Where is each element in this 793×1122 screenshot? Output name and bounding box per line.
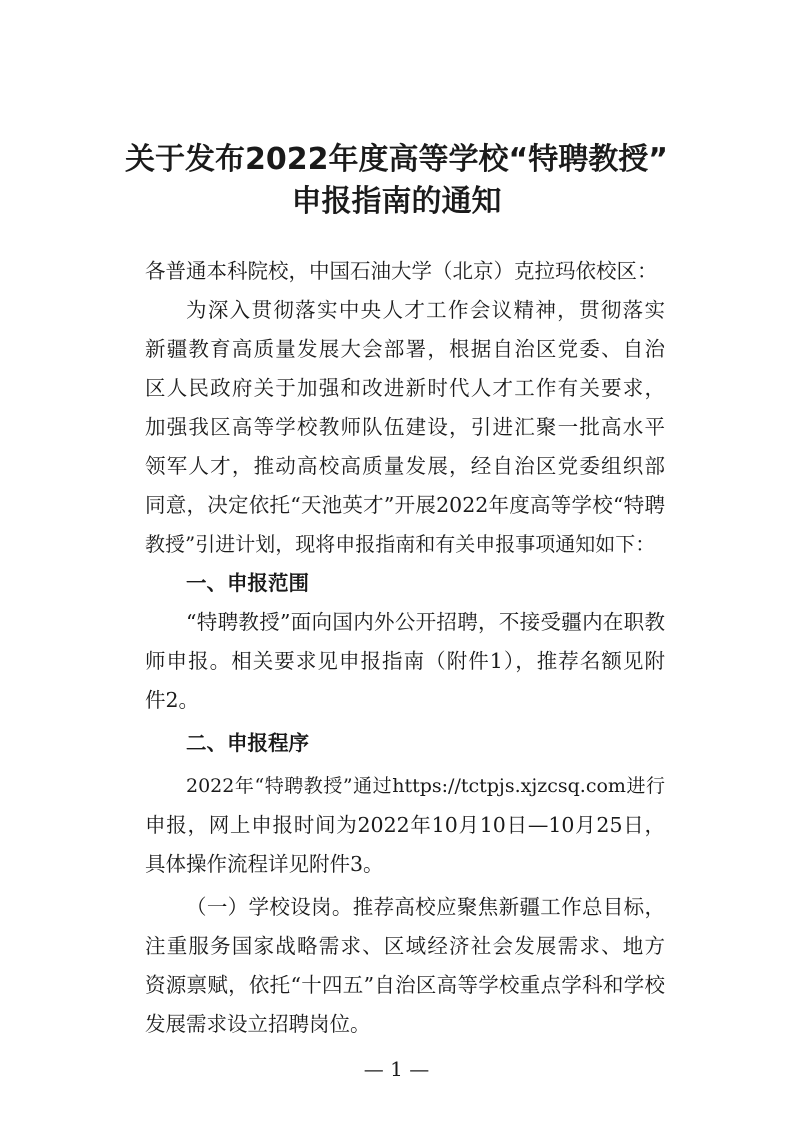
section-2-heading: 二、申报程序: [186, 731, 309, 755]
subsection-1-line-4: 发展需求设立招聘岗位。: [145, 1012, 371, 1036]
document-title-line-1: 关于发布2022年度高等学校“特聘教授”: [125, 142, 668, 177]
intro-line-7: 教授”引进计划，现将申报指南和有关申报事项通知如下：: [145, 532, 656, 556]
subsection-1-line-1: （一）学校设岗。推荐高校应聚焦新疆工作总目标，: [186, 895, 665, 919]
section-1-line-1: “特聘教授”面向国内外公开招聘，不接受疆内在职教: [186, 610, 665, 634]
section-1-line-3: 件2。: [145, 688, 200, 712]
section-1-line-2: 师申报。相关要求见申报指南（附件1），推荐名额见附: [145, 649, 665, 673]
document-body: [145, 252, 665, 1044]
intro-line-4: 加强我区高等学校教师队伍建设，引进汇聚一批高水平: [145, 415, 665, 439]
intro-line-3: 区人民政府关于加强和改进新时代人才工作有关要求，: [145, 376, 665, 400]
section-2-line-1: 2022年“特聘教授”通过https://tctpjs.xjzcsq.com进行: [186, 775, 665, 797]
page-number: — 1 —: [363, 1057, 430, 1081]
subsection-1-line-2: 注重服务国家战略需求、区域经济社会发展需求、地方: [145, 934, 665, 958]
section-1-heading: 一、申报范围: [186, 571, 309, 595]
intro-line-2: 新疆教育高质量发展大会部署，根据自治区党委、自治: [145, 337, 665, 361]
subsection-1-line-3: 资源禀赋，依托“十四五”自治区高等学校重点学科和学校: [145, 973, 665, 997]
addressee: 各普通本科院校，中国石油大学（北京）克拉玛依校区：: [145, 259, 658, 283]
intro-line-1: 为深入贯彻落实中央人才工作会议精神，贯彻落实: [186, 298, 665, 322]
intro-line-6: 同意，决定依托“天池英才”开展2022年度高等学校“特聘: [145, 493, 665, 517]
section-2-line-3: 具体操作流程详见附件3。: [145, 852, 384, 876]
intro-line-5: 领军人才，推动高校高质量发展，经自治区党委组织部: [145, 454, 665, 478]
section-2-line-2: 申报，网上申报时间为2022年10月10日—10月25日，: [145, 813, 665, 837]
document-title-line-2: 申报指南的通知: [291, 184, 502, 219]
